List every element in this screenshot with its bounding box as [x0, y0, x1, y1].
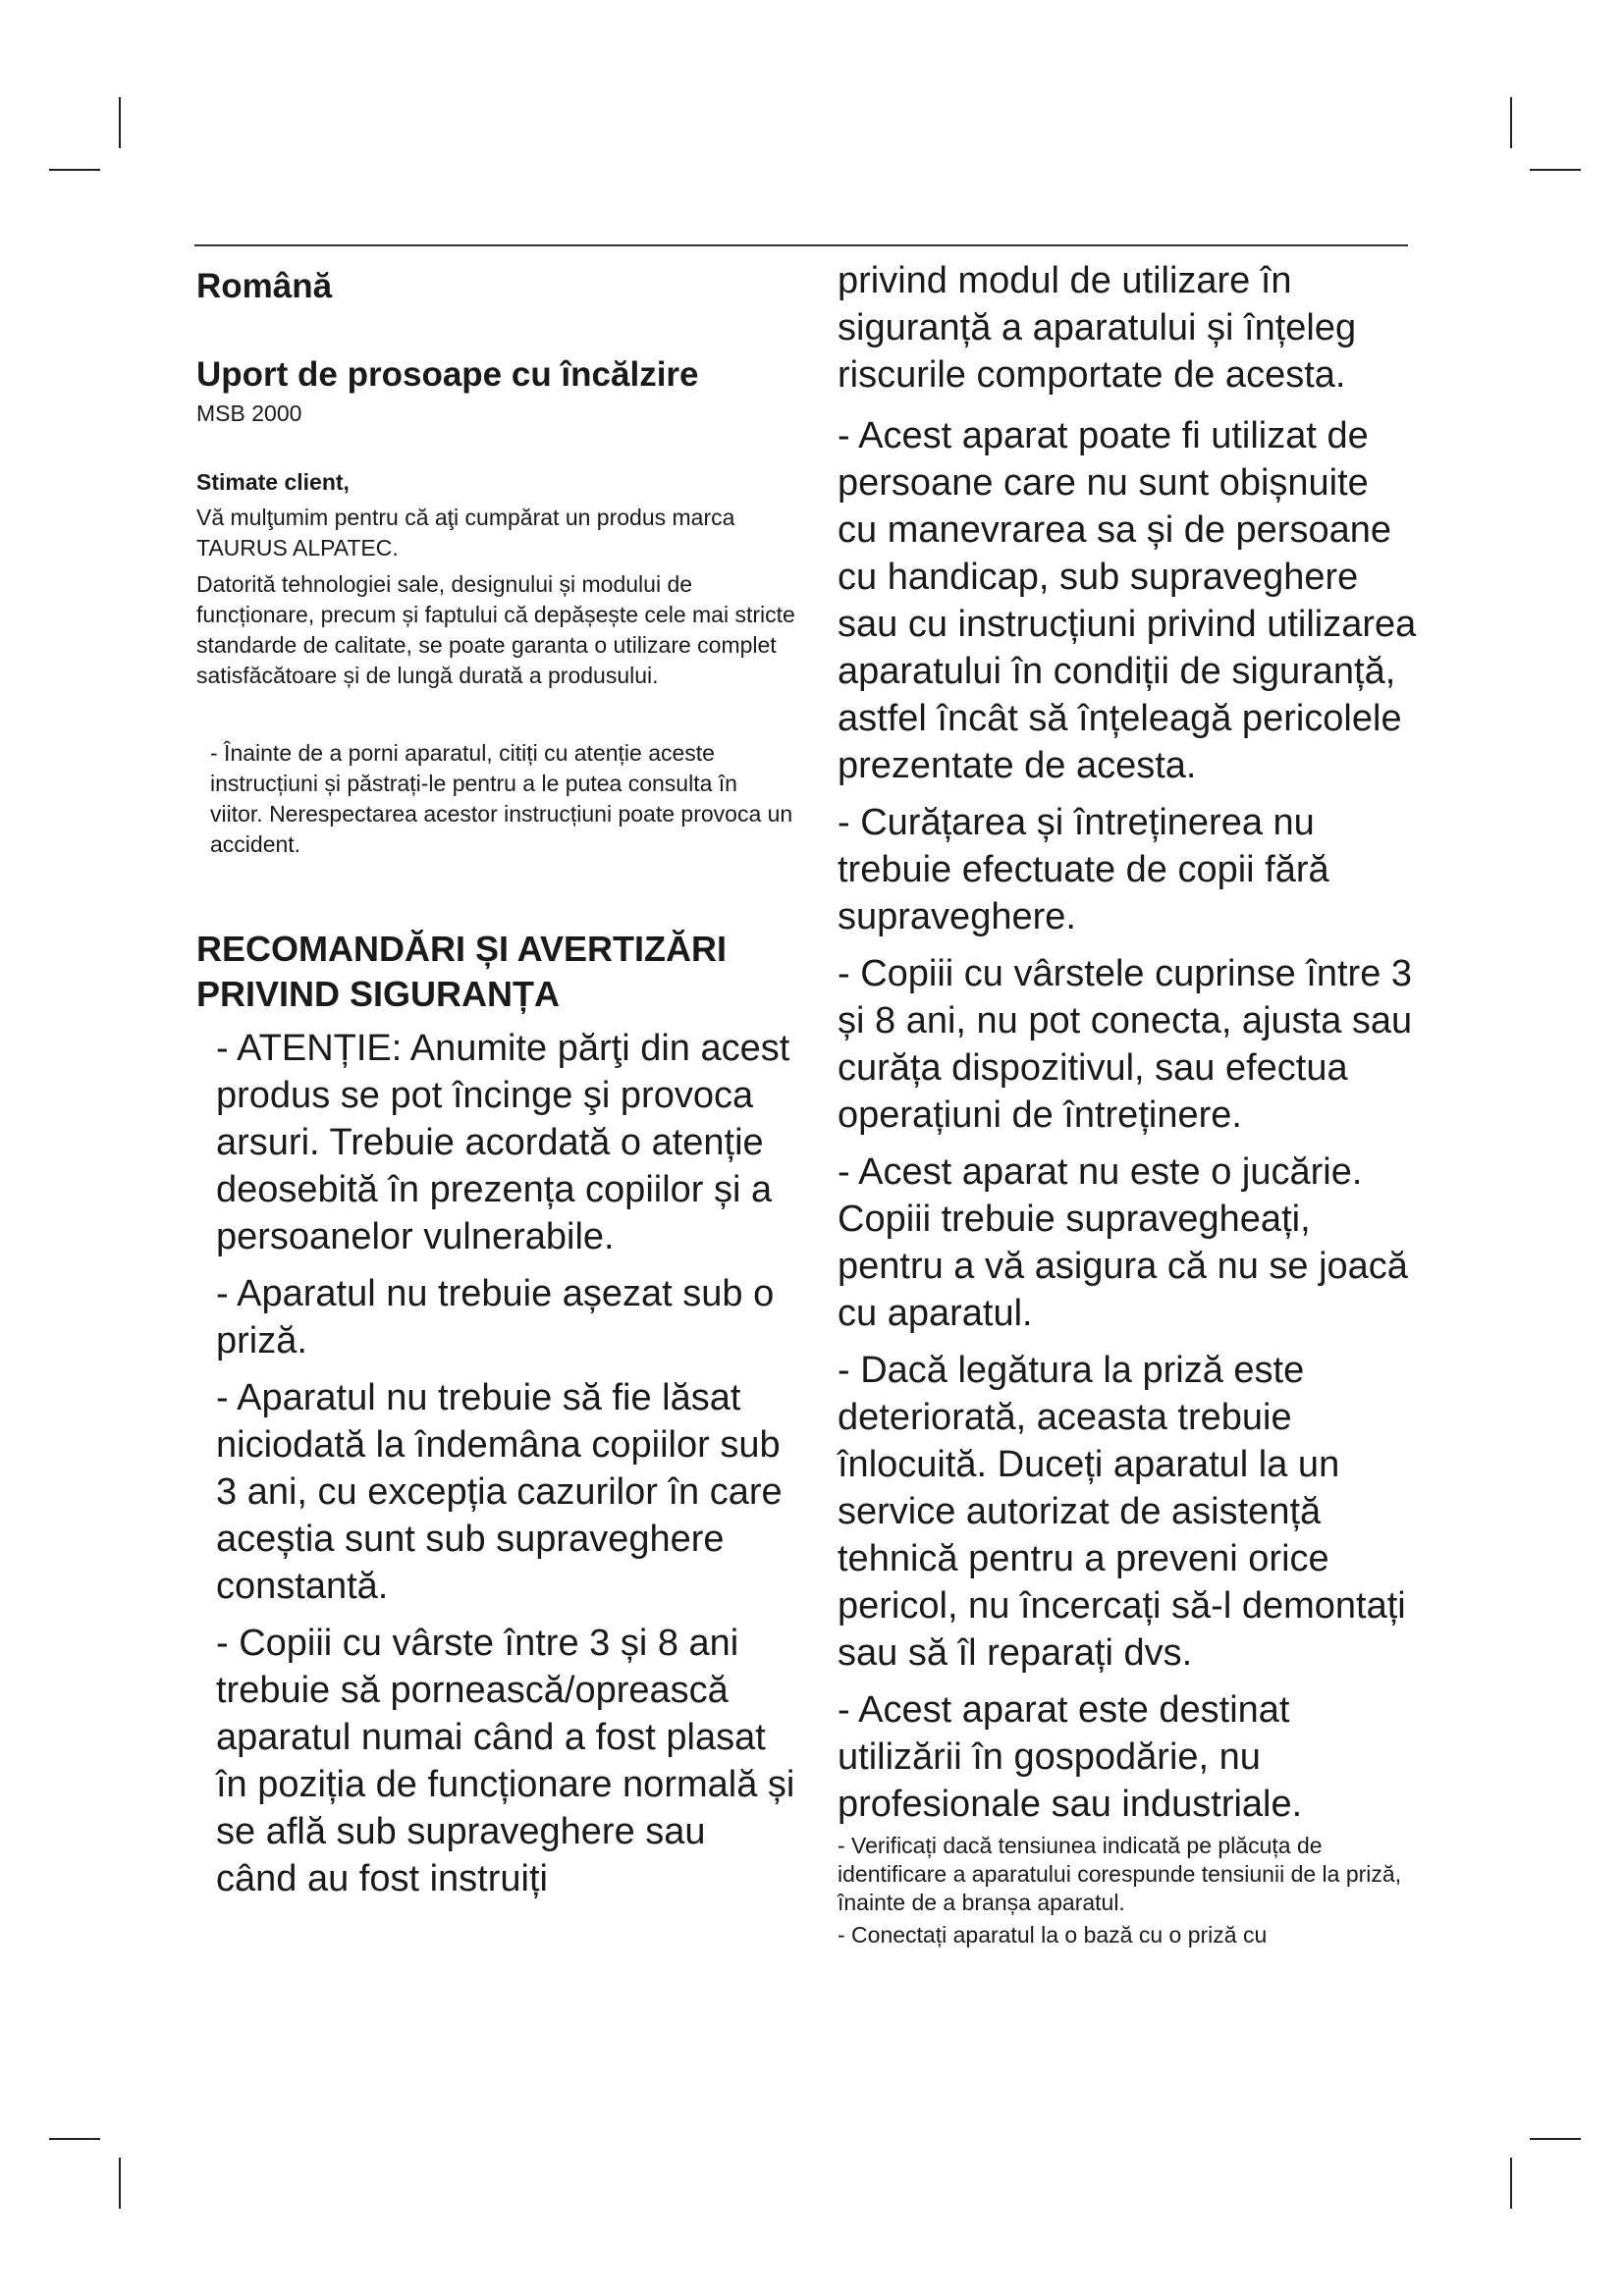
crop-mark-bottom-right-horizontal — [1530, 2138, 1581, 2140]
crop-mark-top-left-vertical — [119, 97, 121, 148]
warning-item: - Copiii cu vârste între 3 și 8 ani trebuie să pornească/oprească aparatul numai când a fost plasat în poziția de funcționare normală și se află sub supraveghere sau când au fost instruiți — [216, 1623, 795, 1899]
warning-item: - Acest aparat nu este o jucărie. Copiii trebuie supravegheați, pentru a vă asigura că nu se joacă cu aparatul. — [838, 1151, 1408, 1334]
right-column — [838, 257, 1417, 1953]
warning-item: - Copiii cu vârstele cuprinse între 3 și 8 ani, nu pot conecta, ajusta sau curăța dispozitivul, sau efectua operațiuni de întreținere. — [838, 953, 1413, 1136]
safety-section-heading: RECOMANDĂRI ȘI AVERTIZĂRI PRIVIND SIGURANȚA — [196, 929, 727, 1014]
crop-mark-top-right-horizontal — [1530, 169, 1581, 171]
warning-item: - Curățarea și întreținerea nu trebuie efectuate de copii fără supraveghere. — [838, 802, 1329, 937]
product-title: Uport de prosoape cu încălzire — [196, 355, 699, 394]
greeting: Stimate client, — [196, 469, 350, 495]
model-number: MSB 2000 — [196, 400, 302, 426]
intro-paragraph: Datorită tehnologiei sale, designului și modului de funcționare, precum și faptului că depășește cele mai stricte standarde de calitate, se poate garanta o utilizare complet satisfăcătoare și de lungă durată a produsului. — [196, 571, 795, 688]
warning-item: - Acest aparat este destinat utilizării în gospodărie, nu profesionale sau industriale. — [838, 1689, 1303, 1825]
warning-item: - ATENȚIE: Anumite părţi din acest produs se pot încinge şi provoca arsuri. Trebuie acordată o atenție deosebită în prezența copiilor și a persoanelor vulnerabile. — [216, 1028, 790, 1257]
warning-continuation: privind modul de utilizare în siguranță a aparatului și înțeleg riscurile comportate de acesta. — [838, 260, 1357, 396]
crop-mark-bottom-right-vertical — [1510, 2158, 1512, 2209]
crop-mark-bottom-left-vertical — [119, 2158, 121, 2209]
warning-item: - Aparatul nu trebuie să fie lăsat niciodată la îndemâna copiilor sub 3 ani, cu excepția cazurilor în care aceștia sunt sub supraveghere constantă. — [216, 1377, 783, 1607]
crop-mark-top-left-horizontal — [49, 169, 100, 171]
header-rule — [194, 244, 1408, 246]
warning-item: - Dacă legătura la priză este deteriorată, aceasta trebuie înlocuită. Duceți aparatul la un service autorizat de asistență tehnică pentru a preveni orice pericol, nu încercați să-l demontați sau să îl reparați dvs. — [838, 1350, 1406, 1674]
crop-mark-bottom-left-horizontal — [49, 2138, 100, 2140]
read-instructions-note: - Înainte de a porni aparatul, citiți cu atenție aceste instrucțiuni și păstrați-le pentru a le putea consulta în viitor. Nerespectarea acestor instrucțiuni poate provoca un accident. — [210, 740, 793, 857]
intro-paragraph: Vă mulţumim pentru că aţi cumpărat un produs marca TAURUS ALPATEC. — [196, 505, 735, 561]
small-note: - Conectați aparatul la o bază cu o priză cu — [838, 1922, 1268, 1948]
warning-item: - Aparatul nu trebuie așezat sub o priză. — [216, 1273, 775, 1362]
warning-item: - Acest aparat poate fi utilizat de persoane care nu sunt obișnuite cu manevrarea sa și de persoane cu handicap, sub supraveghere sau cu instrucțiuni privind utilizarea aparatului în condiții de siguranță, astfel încât să înțeleagă pericolele prezentate de acesta. — [838, 415, 1417, 786]
language-heading: Română — [196, 267, 333, 305]
crop-mark-top-right-vertical — [1510, 97, 1512, 148]
small-note: - Verificați dacă tensiunea indicată pe plăcuța de identificare a aparatului corespunde tensiunii de la priză, înainte de a branșa aparatul. — [838, 1833, 1402, 1915]
left-column — [196, 257, 795, 1912]
